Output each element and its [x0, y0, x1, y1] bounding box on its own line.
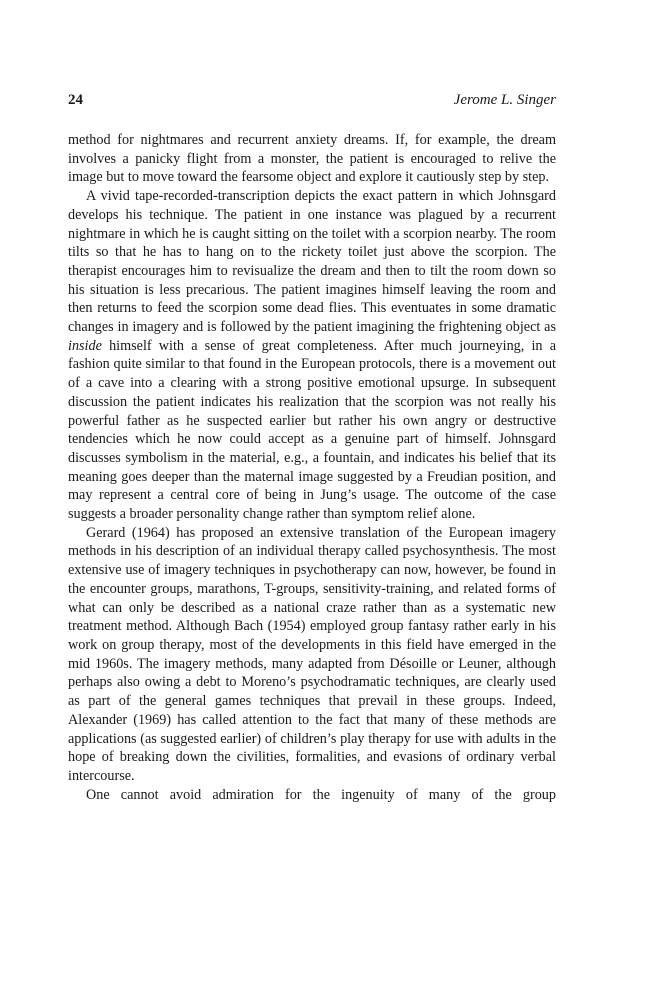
paragraph-2-part-1: A vivid tape-recorded-transcription depicts the exact pattern in which Johnsgard develops his technique. The patient in one instance was plagued by a recurrent nightmare in which he is caught sitting on the toilet with a scorpion nearby. The room tilts so that he has to hang on to the rickety toilet just above the scorpion. The therapist encourages him to revisualize the dream and then to tilt the room down so his situation is less precarious. The patient imagines himself leaving the room and then returns to feed the scorpion some dead flies. This eventuates in some dramatic changes in imagery and is followed by the patient imagining the frightening object as	[68, 188, 556, 336]
paragraph-2-part-2: himself with a sense of great completeness. After much journeying, in a fashion quite similar to that found in the European protocols, there is a movement out of a cave into a clearing with a strong positive emotional upsurge. In subsequent discussion the patient indicates his realization that the scorpion was not really his powerful father as he suspected earlier but rather his own angry or destructive tendencies which he now could accept as a genuine part of himself. Johnsgard discusses symbolism in the material, e.g., a fountain, and indicates his belief that its meaning goes deeper than the maternal image suggested by a Freudian position, and may represent a central core of being in Jung’s usage. The outcome of the case suggests a broader personality change rather than symptom relief alone.	[68, 337, 556, 523]
paragraph-3: Gerard (1964) has proposed an extensive translation of the European imagery methods in his description of an individual therapy called psychosynthesis. The most extensive use of imagery techniques in psychotherapy can now, however, be found in the encounter groups, marathons, T-groups, sensitivity-training, and related forms of what can only be described as a national craze rather than as a systematic new treatment method. Although Bach (1954) employed group fantasy rather early in his work on group therapy, most of the developments in this field have emerged in the mid 1960s. The imagery methods, many adapted from Désoille or Leuner, although perhaps also owing a debt to Moreno’s psychodramatic techniques, are clearly used as part of the general games techniques that prevail in these groups. Indeed, Alexander (1969) has called attention to the fact that many of these methods are applications (as suggested earlier) of children’s play therapy for use with adults in the hope of breaking down the civilities, formalities, and evasions of ordinary verbal intercourse.	[68, 524, 556, 784]
book-page	[68, 92, 556, 804]
page-number: 24	[68, 92, 83, 108]
paragraph-4: One cannot avoid admiration for the ingenuity of many of the group	[86, 786, 556, 803]
emphasis-inside: inside	[68, 337, 102, 354]
paragraph-1: method for nightmares and recurrent anxiety dreams. If, for example, the dream involves a panicky flight from a monster, the patient is encouraged to relive the image but to move toward the fearsome object and explore it cautiously step by step.	[68, 132, 556, 186]
running-header	[68, 92, 556, 114]
running-head-author: Jerome L. Singer	[453, 92, 556, 108]
paragraph-2	[68, 187, 556, 524]
body-text	[68, 131, 556, 804]
